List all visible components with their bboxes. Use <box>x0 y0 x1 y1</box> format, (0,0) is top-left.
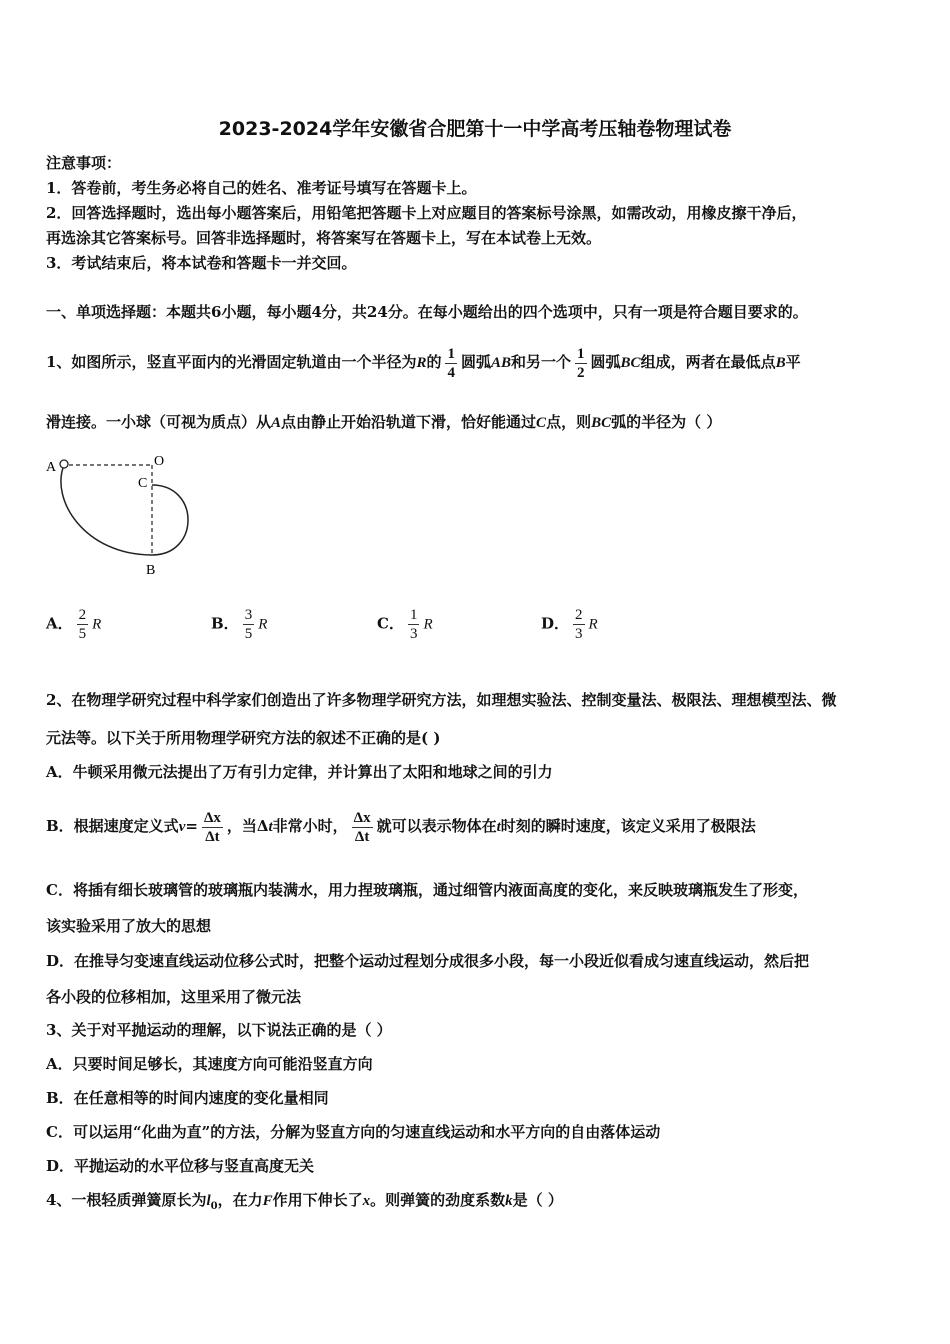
var-BC: BC <box>620 355 641 371</box>
fraction-numerator: 1 <box>447 345 455 362</box>
var-B: B <box>775 355 786 371</box>
option-fraction <box>573 606 585 643</box>
fraction-denominator: 3 <box>409 626 418 642</box>
fraction-denominator: Δt <box>205 828 220 845</box>
q4-text: 。则弹簧的劲度系数 <box>370 1191 506 1209</box>
notice-item-1: 1．答卷前，考生务必将自己的姓名、准考证号填写在答题卡上。 <box>46 179 477 197</box>
ball <box>60 460 68 468</box>
label-O: O <box>154 454 165 469</box>
q2-option-d-line2: 各小段的位移相加，这里采用了微元法 <box>46 988 302 1006</box>
fraction-denominator: 4 <box>447 364 455 381</box>
q1-option-c[interactable] <box>377 606 433 643</box>
notice-item-2: 2．回答选择题时，选出每小题答案后，用铅笔把答题卡上对应题目的答案标号涂黑，如需改动，用橡皮擦干净后， <box>46 204 807 222</box>
q3-option-b[interactable]: B．在任意相等的时间内速度的变化量相同 <box>46 1089 329 1107</box>
fraction-denominator: 3 <box>575 626 583 642</box>
var-v: v <box>178 819 186 835</box>
label-C: C <box>138 476 148 491</box>
q2-text: 非常小时， <box>272 817 348 835</box>
fraction-numerator: 1 <box>577 345 585 362</box>
fraction-denominator: Δt <box>354 828 370 845</box>
option-fraction <box>408 606 420 643</box>
q2-option-c-line1[interactable]: C．将插有细长玻璃管的玻璃瓶内装满水，用力捏玻璃瓶，通过细管内液面高度的变化，来反映玻璃瓶发生了形变， <box>46 881 808 899</box>
q4-text: 作用下伸长了 <box>272 1191 363 1209</box>
notice-heading: 注意事项： <box>46 154 122 172</box>
q2-text: B．根据速度定义式 <box>46 817 179 835</box>
option-label: C． <box>377 614 404 633</box>
fraction-half <box>575 345 587 382</box>
q1-text: 点由静止开始沿轨道下滑，恰好能通过 <box>281 413 537 431</box>
q4-text: 是（ ） <box>512 1191 563 1209</box>
var-C: C <box>536 415 547 431</box>
q3-option-a[interactable]: A．只要时间足够长，其速度方向可能沿竖直方向 <box>46 1055 373 1073</box>
subscript-0: 0 <box>210 1201 218 1212</box>
fraction-denominator: 2 <box>577 364 585 381</box>
q3-option-c[interactable]: C．可以运用“化曲为直”的方法，分解为竖直方向的匀速直线运动和水平方向的自由落体运动 <box>46 1123 661 1141</box>
arc-BC <box>152 485 188 555</box>
option-fraction <box>77 606 89 643</box>
q2-text: ，当Δ <box>226 817 269 835</box>
q1-text: 组成，两者在最低点 <box>640 353 776 371</box>
track-diagram <box>40 445 220 585</box>
var-A: A <box>271 415 282 431</box>
q4-text: ，在力 <box>217 1191 263 1209</box>
var-R: R <box>92 616 102 633</box>
fraction-numerator: 1 <box>409 607 418 623</box>
q1-text: 圆弧 <box>590 353 621 371</box>
fraction-numerator: Δx <box>353 809 371 826</box>
q2-stem-line1: 2、在物理学研究过程中科学家们创造出了许多物理学研究方法，如理想实验法、控制变量法、极限法、理想模型法、微 <box>46 691 837 709</box>
q4-stem <box>46 1190 563 1217</box>
var-R: R <box>423 616 433 633</box>
q1-text: 平 <box>785 353 801 371</box>
q1-option-a[interactable] <box>46 606 101 643</box>
q3-stem: 3、关于对平抛运动的理解，以下说法正确的是（ ） <box>46 1021 392 1039</box>
q1-option-d[interactable] <box>541 606 598 643</box>
fraction-numerator: 2 <box>78 607 87 623</box>
q3-option-d[interactable]: D．平抛运动的水平位移与竖直高度无关 <box>46 1157 315 1175</box>
var-l: l <box>206 1193 211 1209</box>
fraction-delta <box>202 809 223 846</box>
q1-text: 1、如图所示，竖直平面内的光滑固定轨道由一个半径为 <box>46 353 417 371</box>
var-t: t <box>268 819 273 835</box>
var-BC: BC <box>591 415 612 431</box>
var-AB: AB <box>491 355 512 371</box>
fraction-denominator: 5 <box>78 626 87 642</box>
q4-text: 4、一根轻质弹簧原长为 <box>46 1191 207 1209</box>
fraction-numerator: 2 <box>575 607 583 623</box>
q1-text: 圆弧 <box>460 353 491 371</box>
var-R: R <box>588 616 598 633</box>
notice-item-3: 3．考试结束后，将本试卷和答题卡一并交回。 <box>46 254 357 272</box>
label-A: A <box>46 460 57 475</box>
q1-stem-line2 <box>46 412 721 433</box>
option-label: A． <box>46 614 73 633</box>
fraction-numerator: Δx <box>203 809 221 826</box>
q1-text: 弧的半径为（ ） <box>611 413 722 431</box>
fraction-denominator: 5 <box>244 626 253 642</box>
notice-item-2-cont: 再选涂其它答案标号。回答非选择题时，将答案写在答题卡上，写在本试卷上无效。 <box>46 229 602 247</box>
fraction-numerator: 3 <box>244 607 253 623</box>
q2-stem-line2: 元法等。以下关于所用物理学研究方法的叙述不正确的是( ) <box>46 729 441 747</box>
q2-option-d-line1[interactable]: D．在推导匀变速直线运动位移公式时，把整个运动过程划分成很多小段，每一小段近似看成匀速直线运动，然后把 <box>46 952 810 970</box>
q2-text: 就可以表示物体在 <box>376 817 497 835</box>
q2-option-a[interactable]: A．牛顿采用微元法提出了万有引力定律，并计算出了太阳和地球之间的引力 <box>46 763 553 781</box>
q1-text: 滑连接。一小球（可视为质点）从 <box>46 413 272 431</box>
option-label: B． <box>211 614 239 633</box>
q2-option-c-line2: 该实验采用了放大的思想 <box>46 917 212 935</box>
label-B: B <box>146 563 156 578</box>
q1-option-b[interactable] <box>211 606 267 643</box>
var-t: t <box>496 819 501 835</box>
fraction-delta <box>352 809 373 846</box>
q1-text: 的 <box>426 353 442 371</box>
q1-text: 点，则 <box>546 413 592 431</box>
section-heading: 一、单项选择题：本题共6小题，每小题4分，共24分。在每小题给出的四个选项中，只有一项是符合题目要求的。 <box>46 303 808 321</box>
var-x: x <box>362 1193 371 1209</box>
option-fraction <box>243 606 255 643</box>
q2-option-b[interactable] <box>46 798 756 854</box>
option-label: D． <box>541 614 570 633</box>
q2-text: 时刻的瞬时速度，该定义采用了极限法 <box>500 817 756 835</box>
var-F: F <box>262 1193 273 1209</box>
fraction-quarter <box>445 345 457 382</box>
var-R: R <box>258 616 268 633</box>
var-k: k <box>505 1193 513 1209</box>
q1-text: 和另一个 <box>511 353 572 371</box>
var-R: R <box>416 355 427 371</box>
equals-sign: = <box>185 817 198 835</box>
page-title: 2023-2024学年安徽省合肥第十一中学高考压轴卷物理试卷 <box>218 118 732 140</box>
q1-stem-line1 <box>46 334 801 390</box>
